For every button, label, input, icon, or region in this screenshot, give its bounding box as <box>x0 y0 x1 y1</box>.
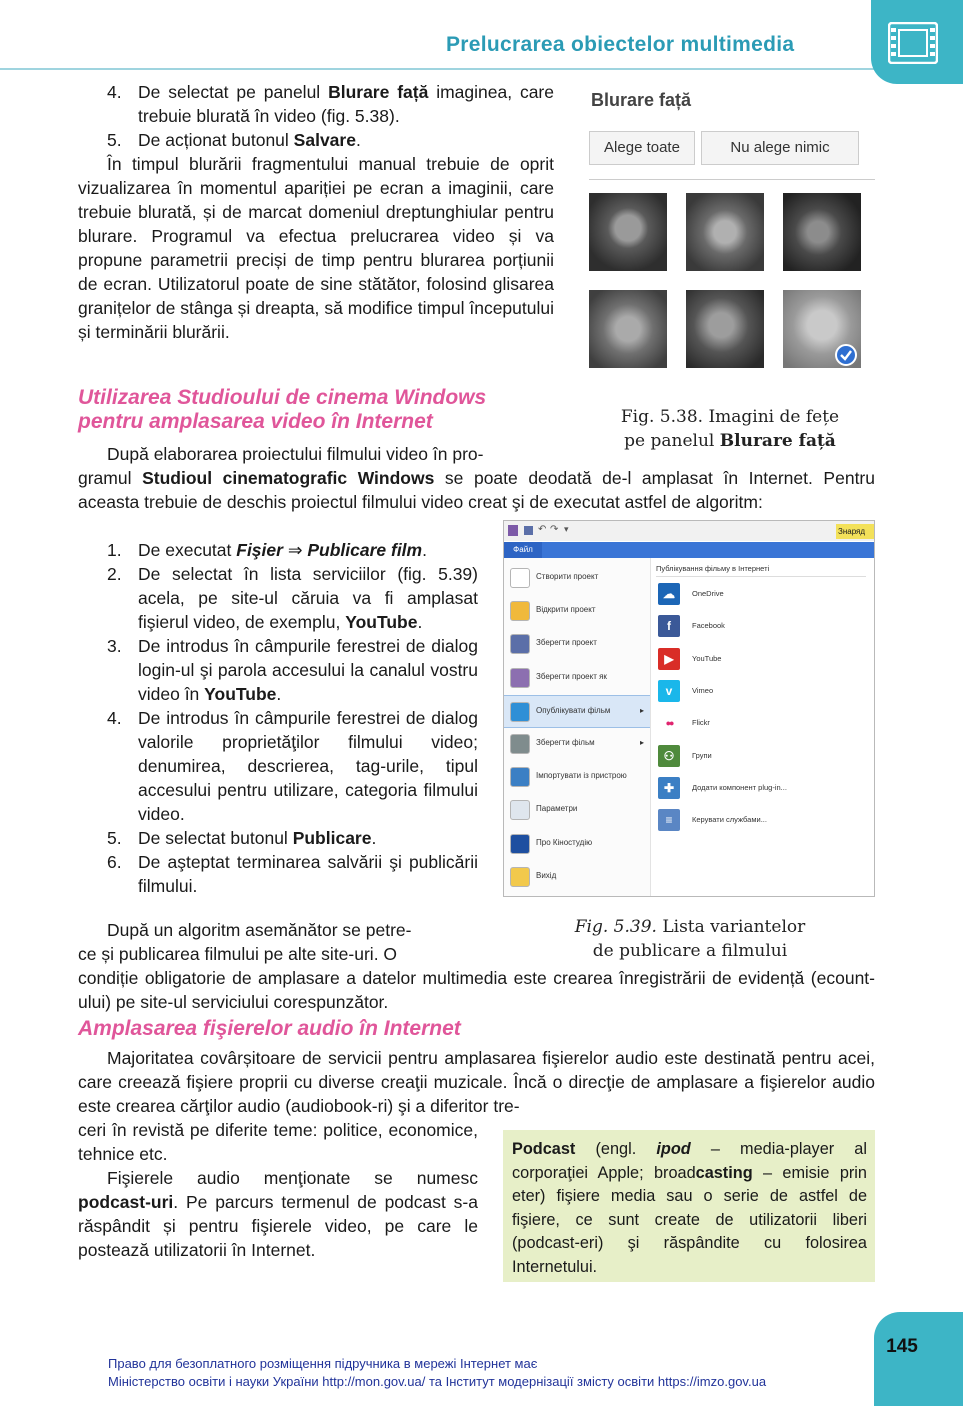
section-title: Utilizarea Studioului de cinema Windows pentru amplasarea video în Internet <box>78 386 487 433</box>
page-number-tab <box>874 1312 963 1406</box>
face-thumbnail[interactable] <box>686 290 764 368</box>
publish-service-item[interactable] <box>656 644 866 676</box>
file-menu-item-label: Зберегти проект як <box>536 671 607 681</box>
face-thumbnail[interactable] <box>783 193 861 271</box>
publish-service-label: OneDrive <box>692 589 724 598</box>
app-icon <box>508 525 518 536</box>
list-item: 5. De selectat butonul Publicare. <box>107 828 377 848</box>
options-icon <box>510 800 530 820</box>
redo-icon[interactable]: ↷ <box>550 524 559 535</box>
file-menu-item-label: Відкрити проект <box>536 605 596 615</box>
file-menu-item-label: Про Кіностудію <box>536 837 593 847</box>
file-menu-item[interactable] <box>504 761 650 794</box>
publish-service-label: YouTube <box>692 653 722 663</box>
exit-icon <box>510 867 530 887</box>
file-menu-item-label: Опублікувати фільм <box>536 705 611 715</box>
manage-services-icon: ≡ <box>658 809 680 831</box>
publish-service-item[interactable] <box>656 741 866 773</box>
blur-faces-panel <box>579 80 875 370</box>
file-menu-item[interactable] <box>504 562 650 595</box>
list-item: 6. De aşteptat terminarea salvării şi publicării filmului. <box>107 852 478 896</box>
face-thumbnail[interactable] <box>589 290 667 368</box>
header-tab <box>871 0 963 84</box>
chevron-right-icon: ▸ <box>639 738 644 747</box>
intro-paragraph: gramul Studioul cinematografic Windows se poate deodată de-l amplasat în Internet. Pentru aceasta trebuie de deschis proiectul filmului video creat şi de executat astfel de algoritm: <box>78 468 875 512</box>
chevron-right-icon: ▸ <box>639 705 644 715</box>
open-folder-icon <box>510 601 530 621</box>
publish-service-label: Групи <box>692 750 712 760</box>
publish-service-item[interactable] <box>656 579 866 611</box>
movie-maker-file-menu-screenshot <box>503 520 875 897</box>
publish-service-label: Додати компонент plug-in... <box>692 782 787 792</box>
save-as-icon <box>510 668 530 688</box>
file-menu-item[interactable] <box>504 828 650 861</box>
intro-line: După elaborarea proiectului filmului video în pro- <box>107 444 484 464</box>
file-menu-item-label: Створити проект <box>536 572 599 581</box>
page-header-title: Prelucrarea obiectelor multimedia <box>446 33 795 56</box>
blur-paragraph: În timpul blurării fragmentului manual trebuie de oprit vizualizarea în momentul apariției pe ecran a imaginii, care trebuie blurată, și de marcat domeniul dreptunghiular pentru blurare. Programul va efectua prelucrarea video și va propune parametrii preciși de timp pentru blurarea porțiunii de ecran. Utilizatorul poate de sine stătător, folosind glisarea granițelor de stânga și dreapta, să modifice timpul începutului și terminării blurării. <box>78 154 554 342</box>
globe-icon <box>510 702 530 722</box>
submenu-divider <box>656 576 866 577</box>
file-menu-item-label: Зберегти проект <box>536 638 597 648</box>
face-thumbnail[interactable] <box>686 193 764 271</box>
import-icon <box>510 767 530 787</box>
publish-service-item[interactable] <box>656 773 866 805</box>
page-number: 145 <box>886 1336 918 1357</box>
facebook-icon: f <box>658 615 680 637</box>
quick-access-toolbar <box>504 521 875 541</box>
film-save-icon <box>510 734 530 754</box>
file-menu-item[interactable] <box>504 662 650 695</box>
publish-service-label: Flickr <box>692 718 710 728</box>
tools-ribbon-tab[interactable]: Знаряд <box>836 524 875 539</box>
publish-service-label: Vimeo <box>692 685 714 695</box>
publish-service-item[interactable] <box>656 805 866 837</box>
file-menu-item[interactable] <box>504 861 650 894</box>
info-icon <box>510 834 530 854</box>
list-item: 4. De introdus în câmpurile ferestrei de dialog valorile proprietăţilor filmului video; denumirea, descrierea, tag-urile, tipul accesului pentru utilizare, categoria filmului video. <box>107 708 478 824</box>
ribbon-bar <box>542 542 875 558</box>
publish-service-item[interactable] <box>656 676 866 708</box>
figure-caption-539: Fig. 5.39. Lista variantelor de publicare a filmului <box>574 917 806 961</box>
select-all-button[interactable]: Alege toate <box>589 131 695 165</box>
groups-icon: ⚇ <box>658 745 680 767</box>
file-menu-item[interactable] <box>504 695 650 728</box>
publish-submenu-header: Публікування фільму в Інтернеті <box>656 564 770 573</box>
panel-title: Blurare față <box>591 90 692 110</box>
list-item: 5. De acționat butonul Salvare. <box>107 130 361 150</box>
list-item: 1. De executat Fişier ⇒ Publicare film. <box>107 540 427 560</box>
condition-paragraph: condiție obligatorie de amplasare a datelor multimedia este crearea înregistrării de evidență (ecount-ului) pe site-ul serviciului corespunzător. <box>78 968 875 1012</box>
file-menu-item-label: Вихід <box>536 870 557 880</box>
footer-line-1: Право для безоплатного розміщення підручника в мережі Інтернет має <box>108 1356 538 1371</box>
publish-service-label: Facebook <box>692 621 725 631</box>
panel-divider <box>589 179 875 180</box>
audio-paragraph: Majoritatea covârșitoare de servicii pentru amplasarea fişierelor audio este destinată pentru acei, care creează fişiere proprii cu diverse creaţii muzicale. Încă o direcţie de amplasare a fişierelor audio este crearea cărţilor audio (audiobook-ri) şi a diferitor tre- <box>78 1048 875 1116</box>
select-none-button[interactable]: Nu alege nimic <box>701 131 859 165</box>
file-menu-item[interactable] <box>504 628 650 661</box>
section-title: Amplasarea fişierelor audio în Internet <box>78 1017 461 1040</box>
steps-block-2 <box>78 538 478 898</box>
list-item: 2. De selectat în lista serviciilor (fig. 5.39) acela, pe site-ul căruia va fi amplasat fişierul video, de exemplu, YouTube. <box>107 564 478 632</box>
film-strip-icon <box>888 22 938 64</box>
new-file-icon <box>510 568 530 588</box>
list-item: 4. De selectat pe panelul Blurare față imaginea, care trebuie blurată în video (fig. 5.38). <box>107 82 554 126</box>
file-menu-item[interactable] <box>504 794 650 827</box>
save-icon[interactable] <box>524 526 533 535</box>
flickr-icon: ●● <box>658 712 680 734</box>
file-menu-item[interactable] <box>504 728 650 761</box>
undo-icon[interactable]: ↶ <box>538 524 547 535</box>
file-menu-item-label: Параметри <box>536 804 578 814</box>
publish-service-item[interactable] <box>656 611 866 643</box>
youtube-icon: ▶ <box>658 648 680 670</box>
audio-paragraph-continued: ceri în revistă pe diferite teme: politice, economice, tehnice etc. Fişierele audio menţionate se numesc podcast-uri. Pe parcurs termenul de podcast s-a răspândit și pentru fişierele video, pe care le postează utilizatorii în Internet. <box>78 1120 478 1260</box>
face-thumbnail[interactable] <box>589 193 667 271</box>
check-icon <box>835 344 857 366</box>
chevron-down-icon[interactable]: ▾ <box>564 524 569 534</box>
file-menu-item[interactable] <box>504 595 650 628</box>
onedrive-icon: ☁ <box>658 583 680 605</box>
file-menu-item-label: Зберегти фільм <box>536 738 595 747</box>
publish-service-label: Керувати службами... <box>692 815 767 825</box>
steps-block-1 <box>78 80 554 344</box>
vimeo-icon: v <box>658 680 680 702</box>
file-menu <box>504 558 651 897</box>
publish-service-item[interactable] <box>656 708 866 740</box>
after-steps-lines: După un algoritm asemănător se petre- ce și publicarea filmului pe alte site-uri. O <box>78 920 412 964</box>
list-item: 3. De introdus în câmpurile ferestrei de dialog login-ul şi parola accesului la canalul vostru video în YouTube. <box>107 636 478 704</box>
file-menu-item-label: Імпортувати із пристрою <box>536 771 627 781</box>
file-tab[interactable]: Файл <box>504 542 542 558</box>
podcast-definition-box: Podcast (engl. ipod – media-player al corporaţiei Apple; broadcasting – emisie prin eter) fişiere media sau o serie de astfel de fişiere, ce sunt create de utilizatorii liberi (podcast-eri) şi răspândite cu folosirea Internetului. <box>503 1130 875 1282</box>
header-divider <box>0 68 880 70</box>
plugin-icon: ✚ <box>658 777 680 799</box>
footer-line-2: Міністерство освіти і науки України http://mon.gov.ua/ та Інститут модернізації змісту освіти https://imzo.gov.ua <box>108 1374 767 1389</box>
save-icon <box>510 634 530 654</box>
figure-caption-538: Fig. 5.38. Imagini de fețe pe panelul Blurare față <box>620 407 840 451</box>
face-thumbnail-selected[interactable] <box>783 290 861 368</box>
